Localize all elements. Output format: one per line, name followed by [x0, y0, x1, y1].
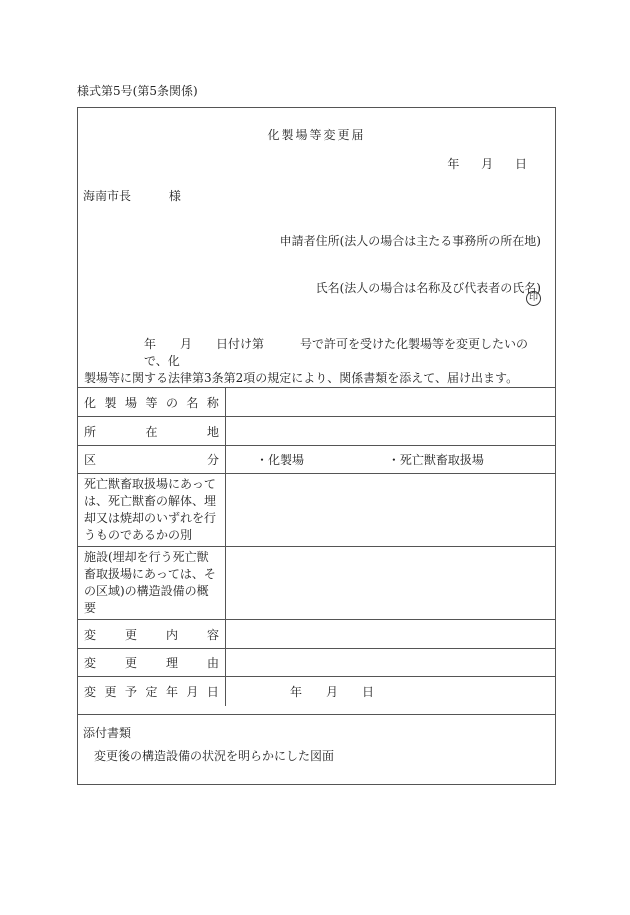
scheduled-date-field[interactable] — [226, 677, 556, 706]
addressee: 海南市長 様 — [83, 189, 181, 203]
location-field[interactable] — [226, 417, 556, 446]
handling-type-label: 死亡獣畜取扱場にあっては、死亡獣畜の解体、埋却又は焼却のいずれを行うものであるかの別 — [78, 474, 226, 547]
handling-type-field[interactable] — [226, 474, 556, 547]
category-option-kaseijo[interactable]: ・化製場 — [256, 453, 305, 467]
table-row — [78, 649, 555, 677]
attachments-heading: 添付書類 — [83, 726, 132, 740]
declaration-line-2: 製場等に関する法律第3条第2項の規定により、関係書類を添えて、届け出ます。 — [84, 371, 519, 385]
applicant-name-label: 氏名(法人の場合は名称及び代表者の氏名) — [315, 281, 541, 295]
table-row — [78, 474, 555, 547]
form-number-label: 様式第5号(第5条関係) — [77, 84, 198, 98]
category-field[interactable] — [226, 446, 556, 474]
structure-summary-label: 施設(埋却を行う死亡獣畜取扱場にあっては、その区域)の構造設備の概要 — [78, 547, 226, 620]
change-content-label — [78, 620, 226, 649]
table-row — [78, 547, 555, 620]
facility-name-label — [78, 388, 226, 417]
declaration-text — [84, 336, 550, 387]
change-reason-label — [78, 649, 226, 677]
location-text: 所 在 地 — [84, 424, 219, 439]
submission-date: 年 月 日 — [447, 157, 527, 171]
scheduled-date-label — [78, 677, 226, 706]
attachment-item: 変更後の構造設備の状況を明らかにした図面 — [94, 749, 335, 763]
location-label — [78, 417, 226, 446]
change-reason-text: 変 更 理 由 — [84, 656, 219, 670]
table-row — [78, 417, 555, 446]
seal-mark: 印 — [526, 291, 541, 306]
category-label — [78, 446, 226, 474]
change-reason-field[interactable] — [226, 649, 556, 677]
structure-summary-field[interactable] — [226, 547, 556, 620]
form-table — [78, 387, 555, 706]
declaration-line-1: 年 月 日付け第 号で許可を受けた化製場等を変更したいので、化 — [144, 337, 529, 368]
applicant-address-label: 申請者住所(法人の場合は主たる事務所の所在地) — [279, 234, 541, 248]
table-row — [78, 620, 555, 649]
category-text: 区 分 — [84, 453, 219, 467]
attachments-section — [78, 714, 555, 763]
category-option-shibo-jujiku[interactable]: ・死亡獣畜取扱場 — [387, 453, 484, 467]
table-row — [78, 677, 555, 706]
form-title: 化製場等変更届 — [267, 128, 366, 142]
facility-name-field[interactable] — [226, 388, 556, 417]
facility-name-text: 化 製 場 等 の 名 称 — [84, 395, 219, 410]
change-content-text: 変 更 内 容 — [84, 627, 219, 642]
change-content-field[interactable] — [226, 620, 556, 649]
table-row — [78, 446, 555, 474]
scheduled-date-value: 年 月 日 — [290, 684, 375, 699]
table-row — [78, 388, 555, 417]
scheduled-date-text: 変 更 予 定 年 月 日 — [84, 684, 219, 699]
form-frame — [77, 107, 556, 785]
